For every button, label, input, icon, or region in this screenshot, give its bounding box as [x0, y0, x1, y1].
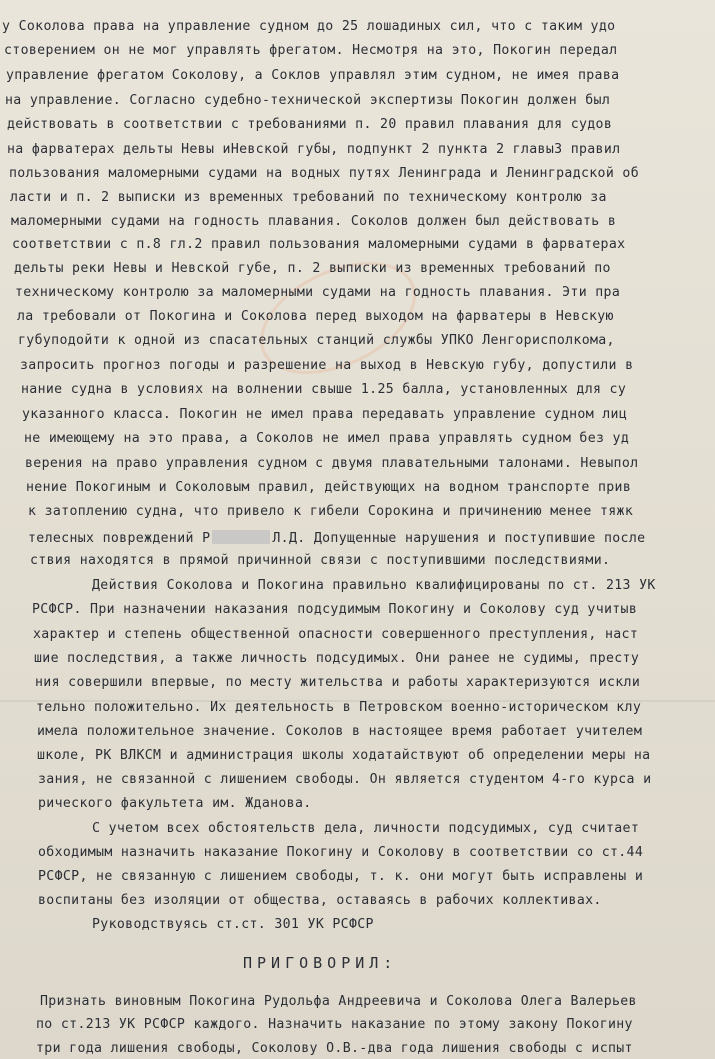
text-line: дельты реки Невы и Невской губе, п. 2 выписки из временных требований по	[14, 261, 611, 276]
text-line: С учетом всех обстоятельств дела, личности подсудимых, суд считает	[92, 821, 640, 836]
text-line: три года лишения свободы, Соколову О.В.-два года лишения свободы с испыт	[36, 1041, 633, 1056]
text-line: маломерными судами на годность плавания. Соколов должен был действовать в	[11, 214, 617, 229]
text-line-redacted	[28, 530, 645, 545]
text-line: не имеющему на это права, а Соколов не имел права управлять судном без уд	[24, 431, 630, 446]
text-line: соответствии с п.8 гл.2 правил пользования маломерными судами в фарватерах	[12, 237, 626, 252]
text-line: ния совершили впервые, по месту жительства и работы характеризуются искли	[35, 675, 641, 690]
text-line: Действия Соколова и Покогина правильно квалифицированы по ст. 213 УК	[92, 578, 656, 593]
text-line: запросить прогноз погоды и разрешение на выход в Невскую губу, допустили в	[20, 358, 634, 373]
text-line: шие последствия, а также личность подсудимых. Они ранее не судимы, престу	[34, 651, 640, 666]
text-line: школе, РК ВЛКСМ и администрация школы ходатайствуют об определении меры на	[37, 748, 651, 763]
verdict-heading: ПРИГОВОРИЛ:	[243, 954, 398, 972]
text-line: техническому контролю за маломерными судами на годность плавания. Эти пра	[15, 285, 621, 300]
text-line: ствия находятся в прямой причинной связи с поступившими последствиями.	[30, 553, 611, 568]
text-line: к затоплению судна, что привело к гибели Сорокина и причинению менее тяжк	[28, 504, 634, 519]
text-line: характер и степень общественной опасности совершенного преступления, наст	[33, 627, 639, 642]
text-line: действовать в соответствии с требованиями п. 20 правил плавания для судов	[7, 117, 613, 132]
text-line: имела положительное значение. Соколов в настоящее время работает учителем	[37, 724, 643, 739]
text-line: пользования маломерными судами на водных путях Ленинграда и Ленинградской об	[9, 166, 640, 181]
text-line: ласти и п. 2 выписки из временных требований по техническому контролю за	[10, 190, 607, 205]
text-line: воспитаны без изоляции от общества, оставаясь в рабочих коллективах.	[38, 893, 602, 908]
text-line: на управление. Согласно судебно-технической экспертизы Покогин должен был	[5, 93, 611, 108]
text-line: Признать виновным Покогина Рудольфа Андреевича и Соколова Олега Валерьев	[40, 994, 637, 1009]
text-line: Руководствуясь ст.ст. 301 УК РСФСР	[92, 917, 374, 932]
text-line: РСФСР, не связанную с лишением свободы, т. к. они могут быть исправлены и	[38, 869, 644, 884]
text-line: указанного класса. Покогин не имел права передавать управление судном лиц	[22, 407, 628, 422]
text-line: РСФСР. При назначении наказания подсудимым Покогину и Соколову суд учитыв	[32, 602, 638, 617]
text-line: верения на право управления судном с двумя плавательными талонами. Невыпол	[25, 456, 639, 471]
text-line: стоверением он не мог управлять фрегатом. Несмотря на это, Покогин передал	[4, 43, 618, 58]
text-line: ла требовали от Покогина и Соколова перед выходом на фарватеры в Невскую	[17, 309, 614, 324]
text-line: управление фрегатом Соколову, а Соклов управлял этим судном, не имея права	[6, 68, 620, 83]
text-line: тельно положительно. Их деятельность в Петровском военно-историческом клу	[36, 700, 642, 715]
redaction-box	[212, 530, 270, 544]
text-line: у Соколова права на управление судном до 25 лошадиных сил, что с таким удо	[2, 19, 616, 34]
redacted-line-tail: Л.Д. Допущенные нарушения и поступившие после	[272, 531, 646, 546]
text-line: обходимым назначить наказание Покогину и Соколову в соответствии со ст.44	[38, 845, 644, 860]
text-line: на фарватерах дельты Невы иНевской губы, подпункт 2 пункта 2 главы3 правил	[7, 142, 621, 157]
text-line: нание судна в условиях на волнении свыше 1.25 балла, установленных для су	[21, 382, 627, 397]
text-line: рического факультета им. Жданова.	[38, 796, 312, 811]
text-line: по ст.213 УК РСФСР каждого. Назначить наказание по этому закону Покогину	[36, 1017, 633, 1032]
redacted-line-start: телесных повреждений Р	[28, 531, 211, 546]
text-line: губуподойти к одной из спасательных станций службы УПКО Ленгорисполкома,	[18, 333, 615, 348]
text-line: нение Покогиным и Соколовым правил, действующих на водном транспорте прив	[26, 480, 632, 495]
text-line: зания, не связанной с лишением свободы. Он является студентом 4-го курса и	[38, 772, 652, 787]
